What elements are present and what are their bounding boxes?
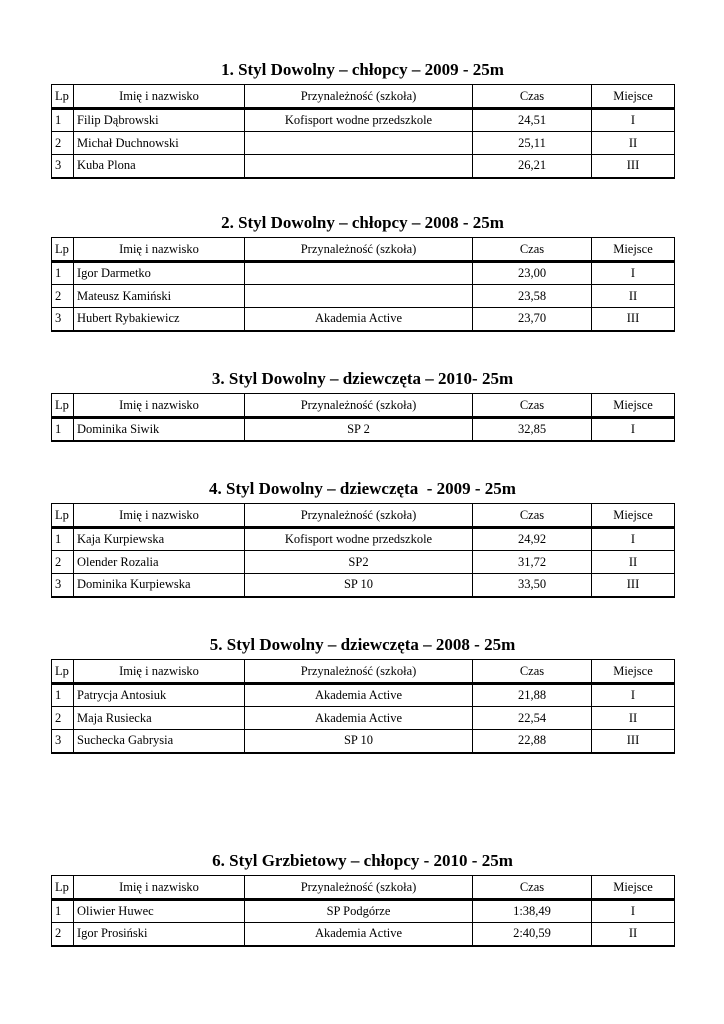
header-name: Imię i nazwisko xyxy=(74,394,245,418)
header-club: Przynależność (szkoła) xyxy=(245,238,473,262)
section-title: 5. Styl Dowolny – dziewczęta – 2008 - 25m xyxy=(209,635,516,654)
header-time: Czas xyxy=(473,876,592,900)
header-place: Miejsce xyxy=(592,238,675,262)
results-table xyxy=(51,875,675,947)
cell-place: III xyxy=(592,308,675,331)
section-title: 1. Styl Dowolny – chłopcy – 2009 - 25m xyxy=(221,60,504,79)
results-section xyxy=(51,847,674,947)
header-lp: Lp xyxy=(52,504,74,528)
results-section xyxy=(51,209,674,332)
table-row xyxy=(52,262,675,285)
cell-time: 24,51 xyxy=(473,109,592,132)
table-row xyxy=(52,684,675,707)
header-name: Imię i nazwisko xyxy=(74,238,245,262)
header-lp: Lp xyxy=(52,394,74,418)
header-place: Miejsce xyxy=(592,85,675,109)
cell-lp: 2 xyxy=(52,132,74,155)
cell-club: Akademia Active xyxy=(245,707,473,730)
cell-name: Mateusz Kamiński xyxy=(74,285,245,308)
cell-time: 1:38,49 xyxy=(473,900,592,923)
cell-name: Maja Rusiecka xyxy=(74,707,245,730)
cell-club: Akademia Active xyxy=(245,684,473,707)
header-club: Przynależność (szkoła) xyxy=(245,504,473,528)
cell-place: III xyxy=(592,730,675,753)
cell-lp: 3 xyxy=(52,730,74,753)
cell-lp: 1 xyxy=(52,262,74,285)
cell-lp: 2 xyxy=(52,923,74,946)
section-title: 2. Styl Dowolny – chłopcy – 2008 - 25m xyxy=(221,213,504,232)
cell-time: 2:40,59 xyxy=(473,923,592,946)
cell-name: Dominika Siwik xyxy=(74,418,245,441)
cell-name: Michał Duchnowski xyxy=(74,132,245,155)
table-row xyxy=(52,923,675,946)
cell-club xyxy=(245,132,473,155)
header-lp: Lp xyxy=(52,876,74,900)
cell-name: Oliwier Huwec xyxy=(74,900,245,923)
table-row xyxy=(52,900,675,923)
cell-time: 21,88 xyxy=(473,684,592,707)
table-row xyxy=(52,730,675,753)
cell-name: Igor Darmetko xyxy=(74,262,245,285)
cell-lp: 3 xyxy=(52,155,74,178)
header-lp: Lp xyxy=(52,660,74,684)
cell-club xyxy=(245,155,473,178)
cell-club xyxy=(245,285,473,308)
header-name: Imię i nazwisko xyxy=(74,876,245,900)
cell-place: I xyxy=(592,684,675,707)
cell-club: Kofisport wodne przedszkole xyxy=(245,528,473,551)
cell-place: I xyxy=(592,528,675,551)
cell-place: II xyxy=(592,923,675,946)
cell-place: II xyxy=(592,132,675,155)
table-row xyxy=(52,528,675,551)
section-title: 3. Styl Dowolny – dziewczęta – 2010- 25m xyxy=(211,369,514,388)
cell-time: 31,72 xyxy=(473,551,592,574)
cell-name: Hubert Rybakiewicz xyxy=(74,308,245,331)
cell-name: Suchecka Gabrysia xyxy=(74,730,245,753)
cell-lp: 2 xyxy=(52,707,74,730)
cell-name: Igor Prosiński xyxy=(74,923,245,946)
results-table xyxy=(51,84,675,179)
cell-place: II xyxy=(592,707,675,730)
cell-lp: 1 xyxy=(52,528,74,551)
cell-place: II xyxy=(592,285,675,308)
cell-place: II xyxy=(592,551,675,574)
header-name: Imię i nazwisko xyxy=(74,504,245,528)
cell-name: Patrycja Antosiuk xyxy=(74,684,245,707)
cell-place: I xyxy=(592,262,675,285)
table-row xyxy=(52,707,675,730)
results-table xyxy=(51,659,675,754)
cell-lp: 1 xyxy=(52,684,74,707)
header-time: Czas xyxy=(473,85,592,109)
table-header-row xyxy=(52,85,675,109)
cell-time: 32,85 xyxy=(473,418,592,441)
table-header-row xyxy=(52,876,675,900)
cell-club xyxy=(245,262,473,285)
header-place: Miejsce xyxy=(592,660,675,684)
results-table xyxy=(51,237,675,332)
table-row xyxy=(52,132,675,155)
cell-lp: 2 xyxy=(52,551,74,574)
cell-time: 24,92 xyxy=(473,528,592,551)
cell-time: 23,70 xyxy=(473,308,592,331)
header-name: Imię i nazwisko xyxy=(74,85,245,109)
cell-club: SP Podgórze xyxy=(245,900,473,923)
cell-time: 25,11 xyxy=(473,132,592,155)
table-header-row xyxy=(52,238,675,262)
cell-place: I xyxy=(592,418,675,441)
header-time: Czas xyxy=(473,394,592,418)
header-club: Przynależność (szkoła) xyxy=(245,394,473,418)
header-place: Miejsce xyxy=(592,876,675,900)
cell-lp: 3 xyxy=(52,308,74,331)
header-name: Imię i nazwisko xyxy=(74,660,245,684)
table-row xyxy=(52,418,675,441)
header-time: Czas xyxy=(473,660,592,684)
cell-time: 22,54 xyxy=(473,707,592,730)
header-place: Miejsce xyxy=(592,504,675,528)
results-table xyxy=(51,393,675,442)
table-row xyxy=(52,155,675,178)
cell-lp: 1 xyxy=(52,109,74,132)
header-club: Przynależność (szkoła) xyxy=(245,876,473,900)
table-header-row xyxy=(52,660,675,684)
results-section xyxy=(51,475,674,598)
table-row xyxy=(52,574,675,597)
table-row xyxy=(52,308,675,331)
results-table xyxy=(51,503,675,598)
cell-club: SP 2 xyxy=(245,418,473,441)
cell-time: 23,58 xyxy=(473,285,592,308)
cell-lp: 3 xyxy=(52,574,74,597)
table-row xyxy=(52,109,675,132)
table-header-row xyxy=(52,394,675,418)
table-header-row xyxy=(52,504,675,528)
cell-club: Akademia Active xyxy=(245,308,473,331)
results-section xyxy=(51,365,674,442)
cell-place: I xyxy=(592,900,675,923)
cell-time: 33,50 xyxy=(473,574,592,597)
cell-place: III xyxy=(592,155,675,178)
cell-place: III xyxy=(592,574,675,597)
header-lp: Lp xyxy=(52,238,74,262)
section-title: 6. Styl Grzbietowy – chłopcy - 2010 - 25m xyxy=(212,851,513,870)
header-club: Przynależność (szkoła) xyxy=(245,85,473,109)
cell-name: Olender Rozalia xyxy=(74,551,245,574)
cell-lp: 2 xyxy=(52,285,74,308)
header-lp: Lp xyxy=(52,85,74,109)
cell-lp: 1 xyxy=(52,418,74,441)
results-section xyxy=(51,56,674,179)
cell-time: 26,21 xyxy=(473,155,592,178)
cell-club: Akademia Active xyxy=(245,923,473,946)
header-time: Czas xyxy=(473,238,592,262)
table-row xyxy=(52,285,675,308)
cell-place: I xyxy=(592,109,675,132)
results-section xyxy=(51,631,674,754)
cell-club: SP 10 xyxy=(245,730,473,753)
header-time: Czas xyxy=(473,504,592,528)
cell-time: 23,00 xyxy=(473,262,592,285)
cell-name: Filip Dąbrowski xyxy=(74,109,245,132)
header-place: Miejsce xyxy=(592,394,675,418)
cell-time: 22,88 xyxy=(473,730,592,753)
cell-name: Kaja Kurpiewska xyxy=(74,528,245,551)
cell-club: SP2 xyxy=(245,551,473,574)
section-title: 4. Styl Dowolny – dziewczęta - 2009 - 25m xyxy=(209,479,516,498)
cell-club: SP 10 xyxy=(245,574,473,597)
cell-name: Kuba Plona xyxy=(74,155,245,178)
cell-name: Dominika Kurpiewska xyxy=(74,574,245,597)
table-row xyxy=(52,551,675,574)
cell-club: Kofisport wodne przedszkole xyxy=(245,109,473,132)
cell-lp: 1 xyxy=(52,900,74,923)
header-club: Przynależność (szkoła) xyxy=(245,660,473,684)
